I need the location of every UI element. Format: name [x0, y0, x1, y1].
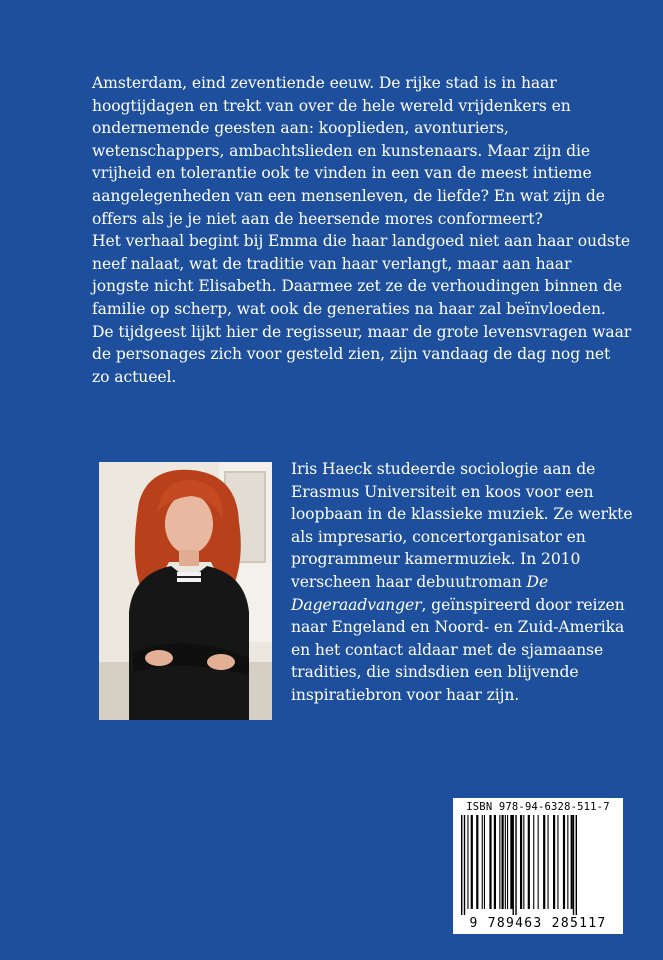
author-bio-paragraph: [291, 458, 641, 707]
blurb-paragraph-3: De tijdgeest lijkt hier de regisseur, maar de grote levensvragen waar de personages zich voor gesteld zien, zijn vandaag de dag nog net zo actueel.: [92, 322, 632, 386]
author-photo: [99, 462, 272, 720]
author-bio: [291, 458, 641, 707]
bio-text-start: Iris Haeck studeerde sociologie aan de Erasmus Universiteit en koos voor een loopbaan in de klassieke muziek. Ze werkte als impresario, concertorganisator en programmeur kamermuziek. In 2010 verscheen haar debuutroman: [291, 460, 633, 591]
author-portrait-illustration: [99, 462, 272, 720]
isbn-barcode: [453, 798, 623, 934]
blurb-paragraph-2: Het verhaal begint bij Emma die haar landgoed niet aan haar oudste neef nalaat, wat de traditie van haar verlangt, maar aan haar jongste nicht Elisabeth. Daarmee zet ze de verhoudingen binnen de familie op scherp, wat ook de generaties na haar zal beïnvloeden.: [92, 232, 631, 318]
isbn-label: ISBN 978-94-6328-511-7: [466, 801, 610, 813]
bio-text-end: , geïnspireerd door reizen naar Engeland en Noord- en Zuid-Amerika en het contact aldaar met de sjamaanse tradities, die sindsdien een blijvende inspiratiebron voor haar zijn.: [291, 595, 625, 704]
back-cover-blurb: [92, 72, 632, 388]
barcode-bars: [459, 815, 617, 915]
isbn-digits: 9 789463 285117: [469, 916, 607, 931]
debut-novel-title: De Dageraadvanger: [291, 572, 549, 614]
blurb-paragraph-1: Amsterdam, eind zeventiende eeuw. De rijke stad is in haar hoogtijdagen en trekt van over de hele wereld vrijdenkers en ondernemende geesten aan: kooplieden, avonturiers, wetenschappers, ambachtslieden en kunstenaars. Maar zijn die vrijheid en tolerantie ook te vinden in een van de meest intieme aangelegenheden van een mensenleven, de liefde? En wat zijn de offers als je je niet aan de heersende mores conformeert?: [92, 74, 605, 228]
